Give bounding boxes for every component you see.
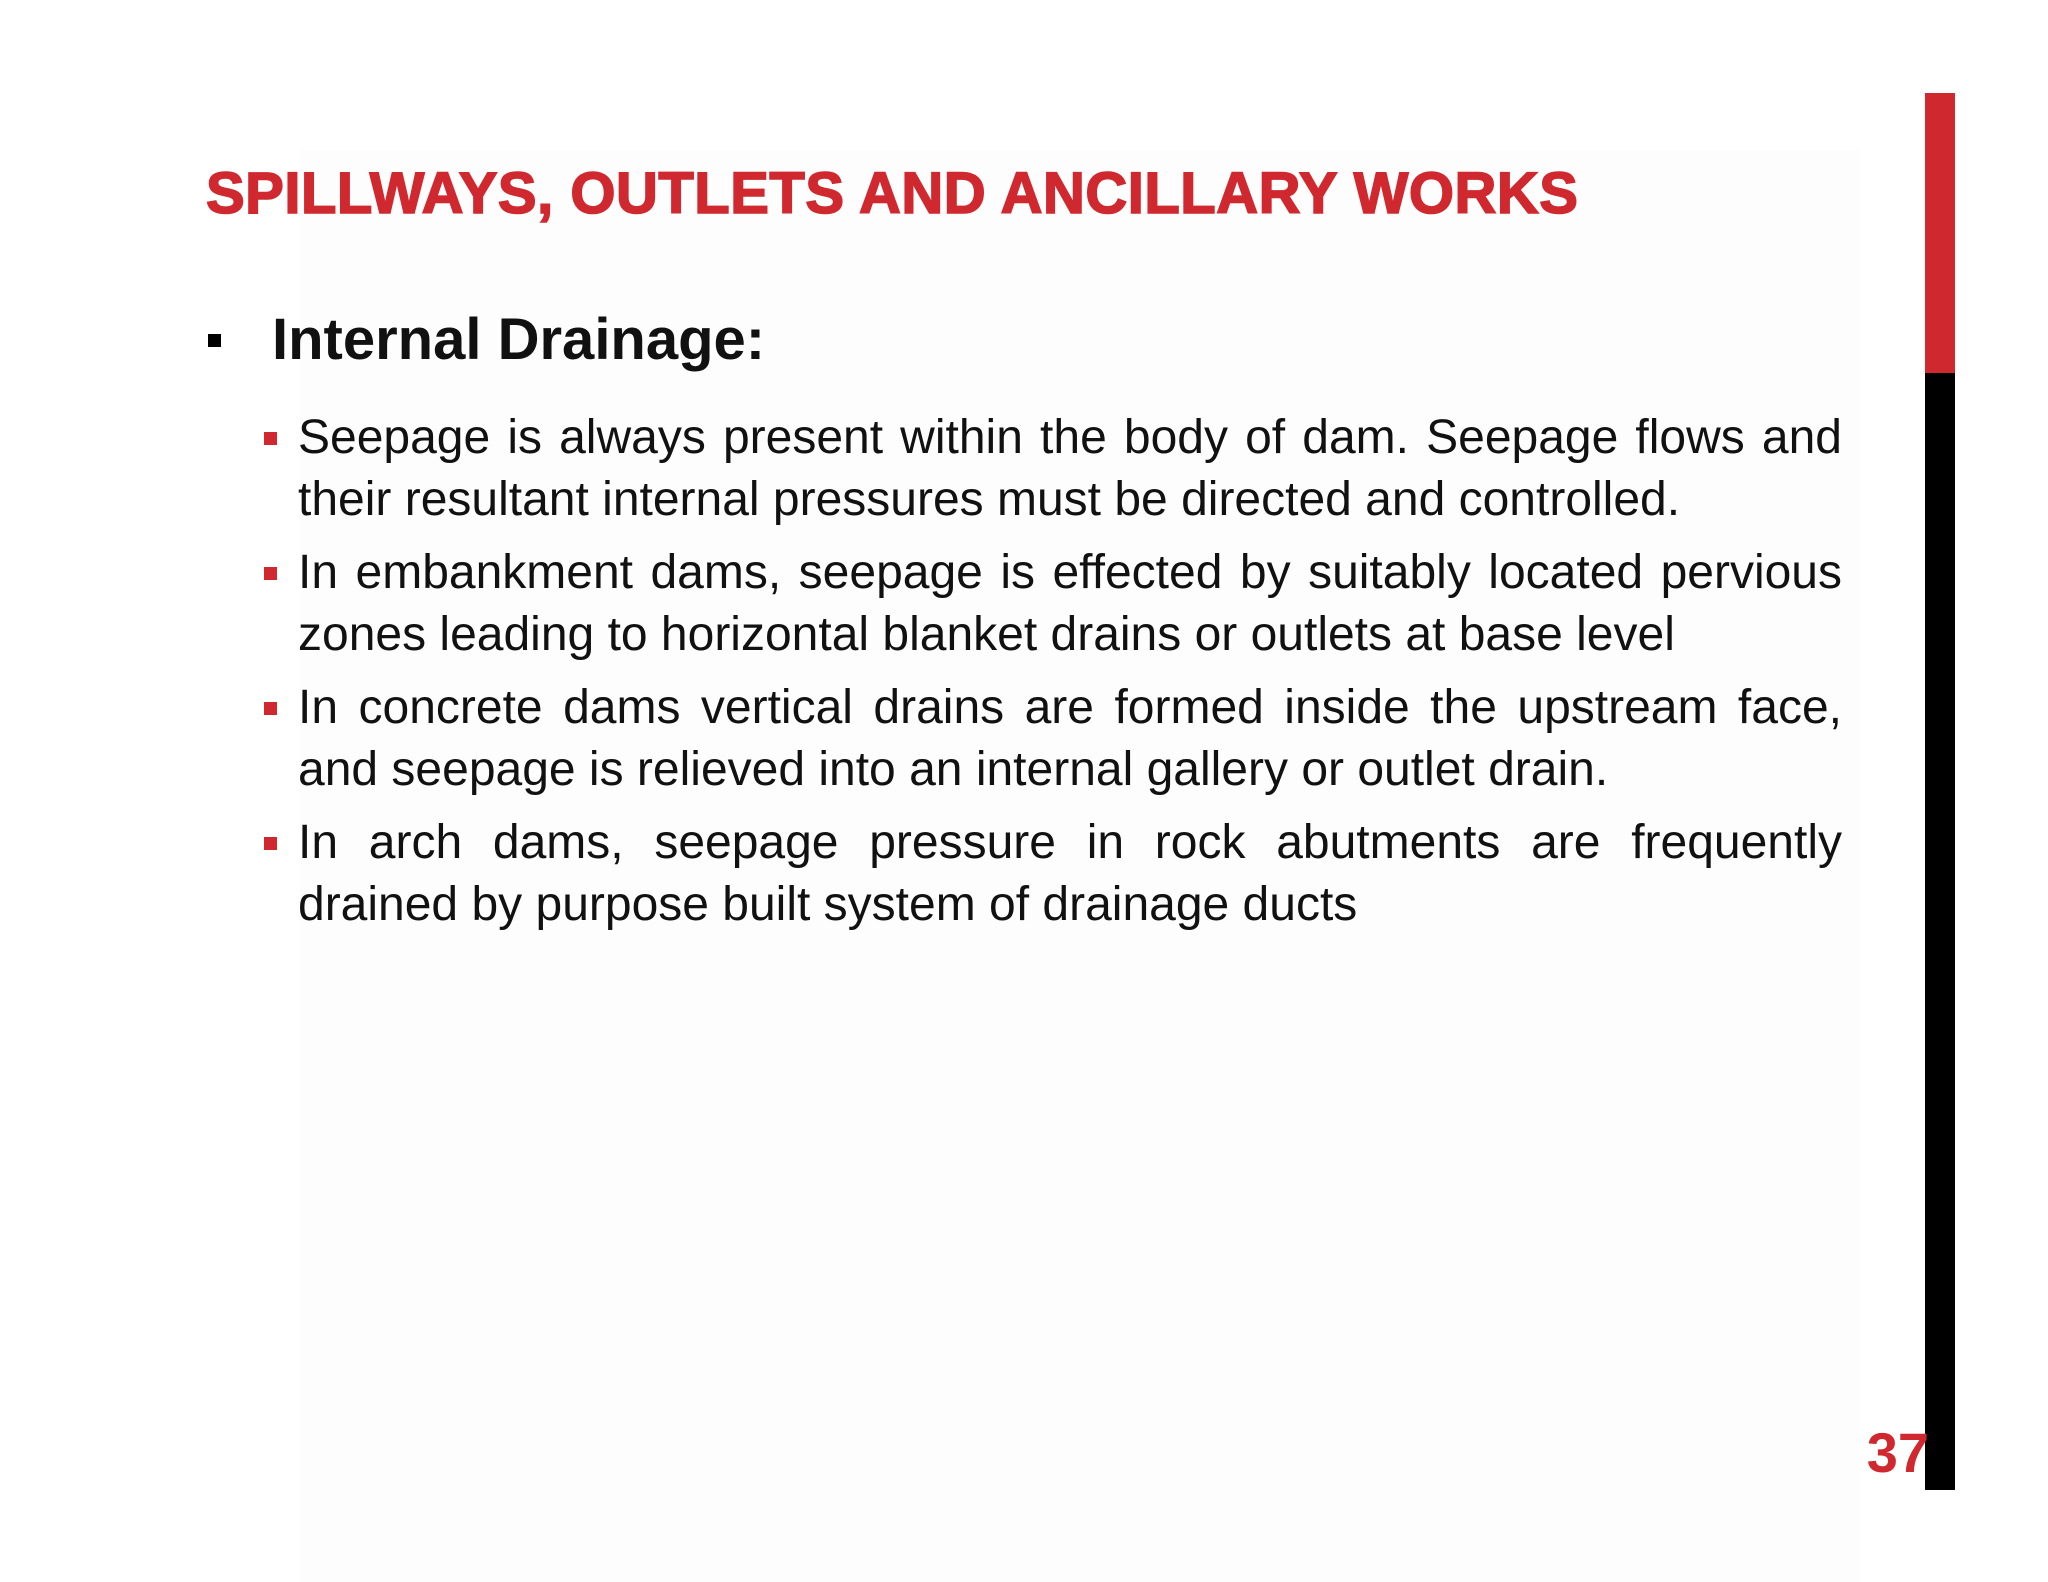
square-bullet-icon bbox=[264, 837, 277, 850]
section-heading-row bbox=[208, 306, 765, 373]
side-bar-black-segment bbox=[1925, 373, 1955, 1490]
slide-title: SPILLWAYS, OUTLETS AND ANCILLARY WORKS bbox=[206, 161, 1579, 226]
bullet-text: In concrete dams vertical drains are formed inside the upstream face, and seepage is relieved into an internal gallery or outlet drain. bbox=[298, 681, 1842, 796]
bullet-item bbox=[264, 407, 1842, 531]
bullet-item bbox=[264, 677, 1842, 801]
square-bullet-icon bbox=[264, 702, 277, 715]
square-bullet-icon bbox=[264, 567, 277, 580]
bullet-list bbox=[264, 407, 1842, 947]
square-bullet-icon bbox=[264, 432, 277, 445]
bullet-text: Seepage is always present within the body of dam. Seepage flows and their resultant internal pressures must be directed and controlled. bbox=[298, 411, 1842, 526]
bullet-text: In embankment dams, seepage is effected by suitably located pervious zones leading to horizontal blanket drains or outlets at base level bbox=[298, 546, 1842, 661]
section-heading: Internal Drainage: bbox=[272, 307, 766, 372]
bullet-item bbox=[264, 542, 1842, 666]
square-bullet-icon bbox=[208, 334, 221, 347]
side-bar-red-segment bbox=[1925, 93, 1955, 373]
page-number: 37 bbox=[1866, 1421, 1929, 1484]
bullet-text: In arch dams, seepage pressure in rock abutments are frequently drained by purpose built system of drainage ducts bbox=[298, 816, 1842, 931]
bullet-item bbox=[264, 812, 1842, 936]
decorative-side-bar bbox=[1925, 93, 1955, 1490]
